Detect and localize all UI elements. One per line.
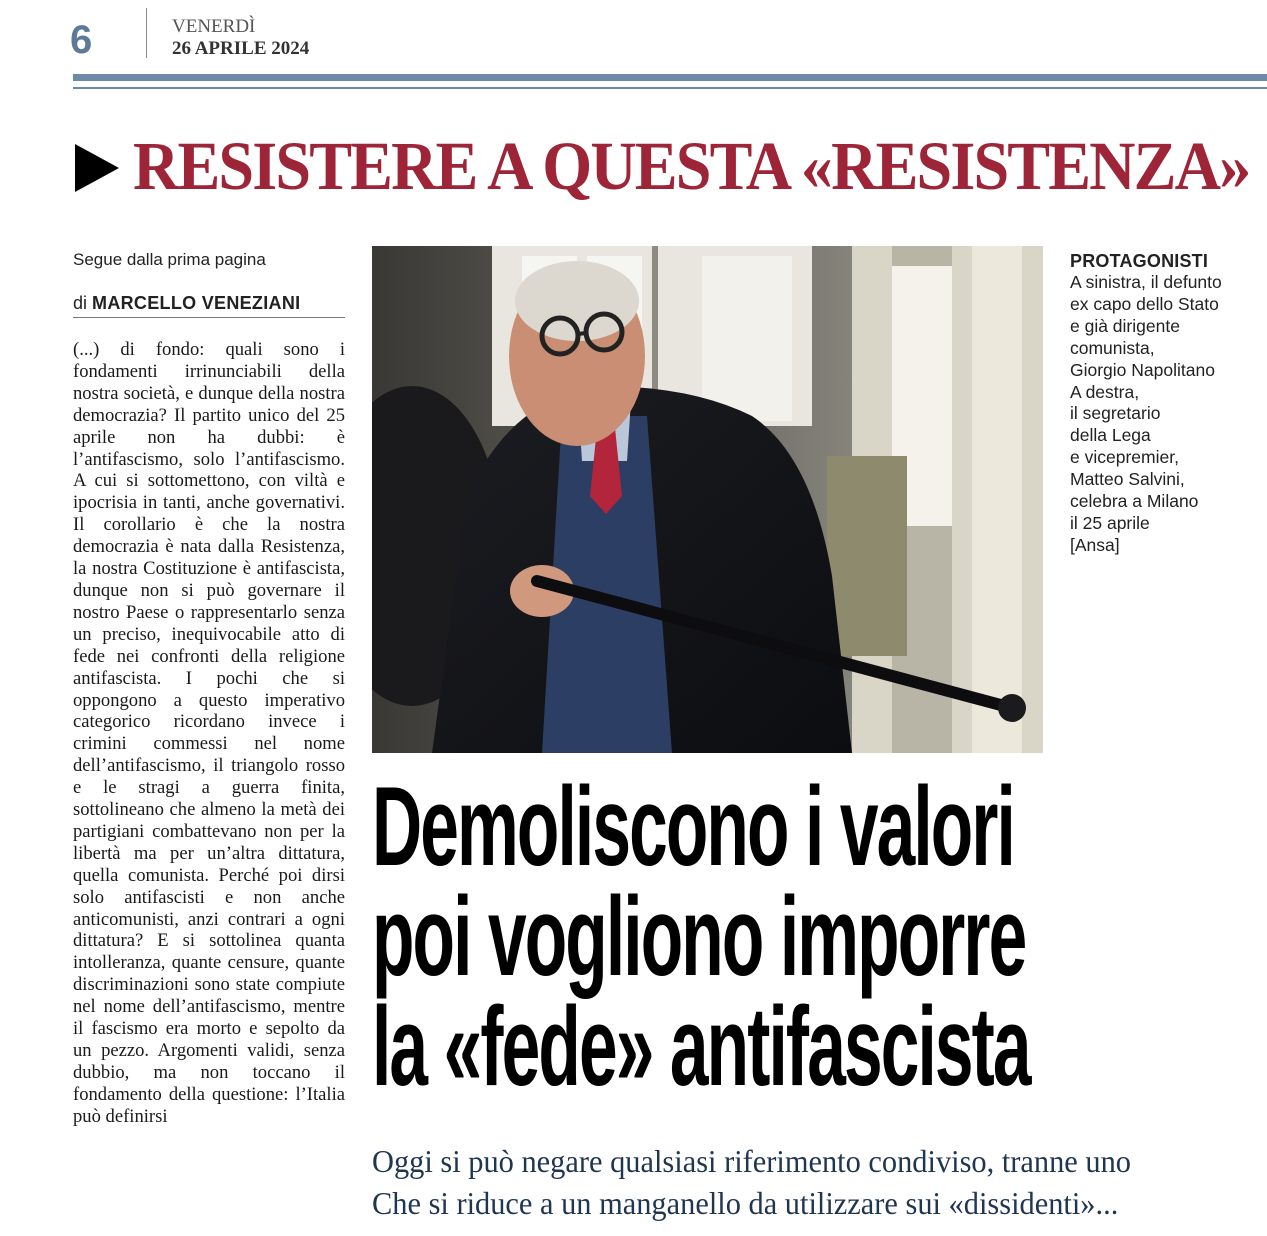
headline-line: poi vogliono imporre: [372, 874, 1026, 999]
article-text: (...) di fondo: quali sono i fondamenti irrinunciabili della nostra società, e dunque della nostra democrazia? Il partito unico del 25 aprile non ha dubbi: è l’antifascismo, solo l’antifascismo. A cui si sottomettono, con viltà e ipocrisia in tanti, anche governativi. Il corollario è che la nostra democrazia è nata dalla Resistenza, la nostra Costituzione è antifascista, dunque non si può governare il nostro Paese o rappresentarlo senza un preciso, inequivocabile atto di fede nei confronti della religione antifascista. I pochi che si oppongono a questo imperativo categorico ricordano invece i crimini commessi nel nome dell’antifascismo, il triangolo rosso e le stragi a guerra finita, sottolineano che almeno la metà dei partigiani combattevano non per la libertà ma per un’altra dittatura, quella comunista. Perché poi dirsi solo antifascisti e non anche anticomunisti, anzi contrari a ogni dittatura? E si sottolinea quanta intolleranza, quante censure, quante discriminazioni sono state compiute nel nome dell’antifascismo, mentre il fascismo era morto e sepolto da un pezzo. Argomenti validi, senza dubbio, ma non toccano il fondamento della questione: l’Italia può definirsi: [73, 339, 345, 1127]
caption-line: il 25 aprile: [1070, 512, 1150, 533]
caption-line: comunista,: [1070, 337, 1155, 358]
byline: [73, 293, 300, 314]
caption-title: PROTAGONISTI: [1070, 251, 1209, 271]
subhead-line: Che si riduce a un manganello da utilizzare sui «dissidenti»...: [372, 1185, 1119, 1221]
caption-line: e già dirigente: [1070, 315, 1180, 336]
caption-line: Giorgio Napolitano: [1070, 359, 1215, 380]
byline-prefix: di: [73, 293, 88, 313]
headline-line: Demoliscono i valori: [372, 764, 1014, 889]
news-photo: [372, 246, 1043, 753]
play-arrow-icon: [73, 142, 121, 194]
caption-line: celebra a Milano: [1070, 491, 1199, 512]
photo-caption: [1070, 250, 1260, 557]
subhead-line: Oggi si può negare qualsiasi riferimento condiviso, tranne uno: [372, 1143, 1131, 1179]
caption-line: A destra,: [1070, 381, 1140, 402]
headline: [372, 764, 1030, 1109]
section-kicker: RESISTERE A QUESTA «RESISTENZA»: [133, 128, 1250, 204]
caption-line: il segretario: [1070, 403, 1161, 424]
header-date: 26 APRILE 2024: [172, 38, 310, 59]
caption-line: A sinistra, il defunto: [1070, 272, 1222, 292]
header-rule-thin: [73, 87, 1267, 89]
header-rule-thick: [73, 74, 1267, 81]
caption-line: ex capo dello Stato: [1070, 293, 1219, 314]
headline-line: la «fede» antifascista: [372, 984, 1030, 1109]
caption-line: Matteo Salvini,: [1070, 469, 1185, 490]
caption-line: [Ansa]: [1070, 534, 1120, 555]
caption-line: della Lega: [1070, 425, 1151, 446]
byline-divider: [73, 317, 345, 318]
article-body: [73, 339, 345, 1236]
subheadline: [372, 1140, 1171, 1224]
author-name: MARCELLO VENEZIANI: [92, 293, 301, 313]
header-weekday: VENERDÌ: [172, 16, 256, 37]
header-divider: [146, 8, 147, 58]
continued-from-note: Segue dalla prima pagina: [73, 250, 266, 269]
page-number: 6: [70, 18, 93, 62]
caption-line: e vicepremier,: [1070, 447, 1179, 468]
photo-illustration: [372, 246, 1043, 753]
